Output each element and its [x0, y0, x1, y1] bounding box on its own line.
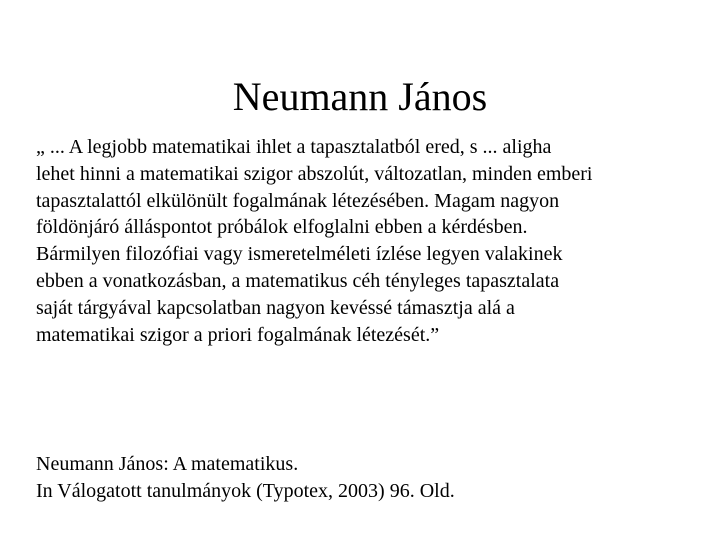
quote-line: matematikai szigor a priori fogalmának létezését.”	[36, 323, 440, 346]
quote-text	[36, 134, 716, 348]
citation-line: In Válogatott tanulmányok (Typotex, 2003) 96. Old.	[36, 480, 455, 502]
quote-line: ebben a vonatkozásban, a matematikus céh tényleges tapasztalata	[36, 269, 560, 292]
quote-line: tapasztalattól elkülönült fogalmának létezésében. Magam nagyon	[36, 189, 560, 212]
quote-line: földönjáró álláspontot próbálok elfoglalni ebben a kérdésben.	[36, 216, 528, 239]
quote-line: „ ... A legjobb matematikai ihlet a tapasztalatból ered, s ... aligha	[36, 136, 552, 158]
citation-line: Neumann János: A matematikus.	[36, 453, 299, 475]
slide-title: Neumann János	[232, 74, 488, 119]
quote-line: Bármilyen filozófiai vagy ismeretelméleti ízlése legyen valakinek	[36, 243, 563, 266]
source-citation	[36, 451, 716, 505]
quote-line: saját tárgyával kapcsolatban nagyon kevéssé támasztja alá a	[36, 296, 515, 319]
quote-line: lehet hinni a matematikai szigor abszolút, változatlan, minden emberi	[36, 162, 593, 185]
